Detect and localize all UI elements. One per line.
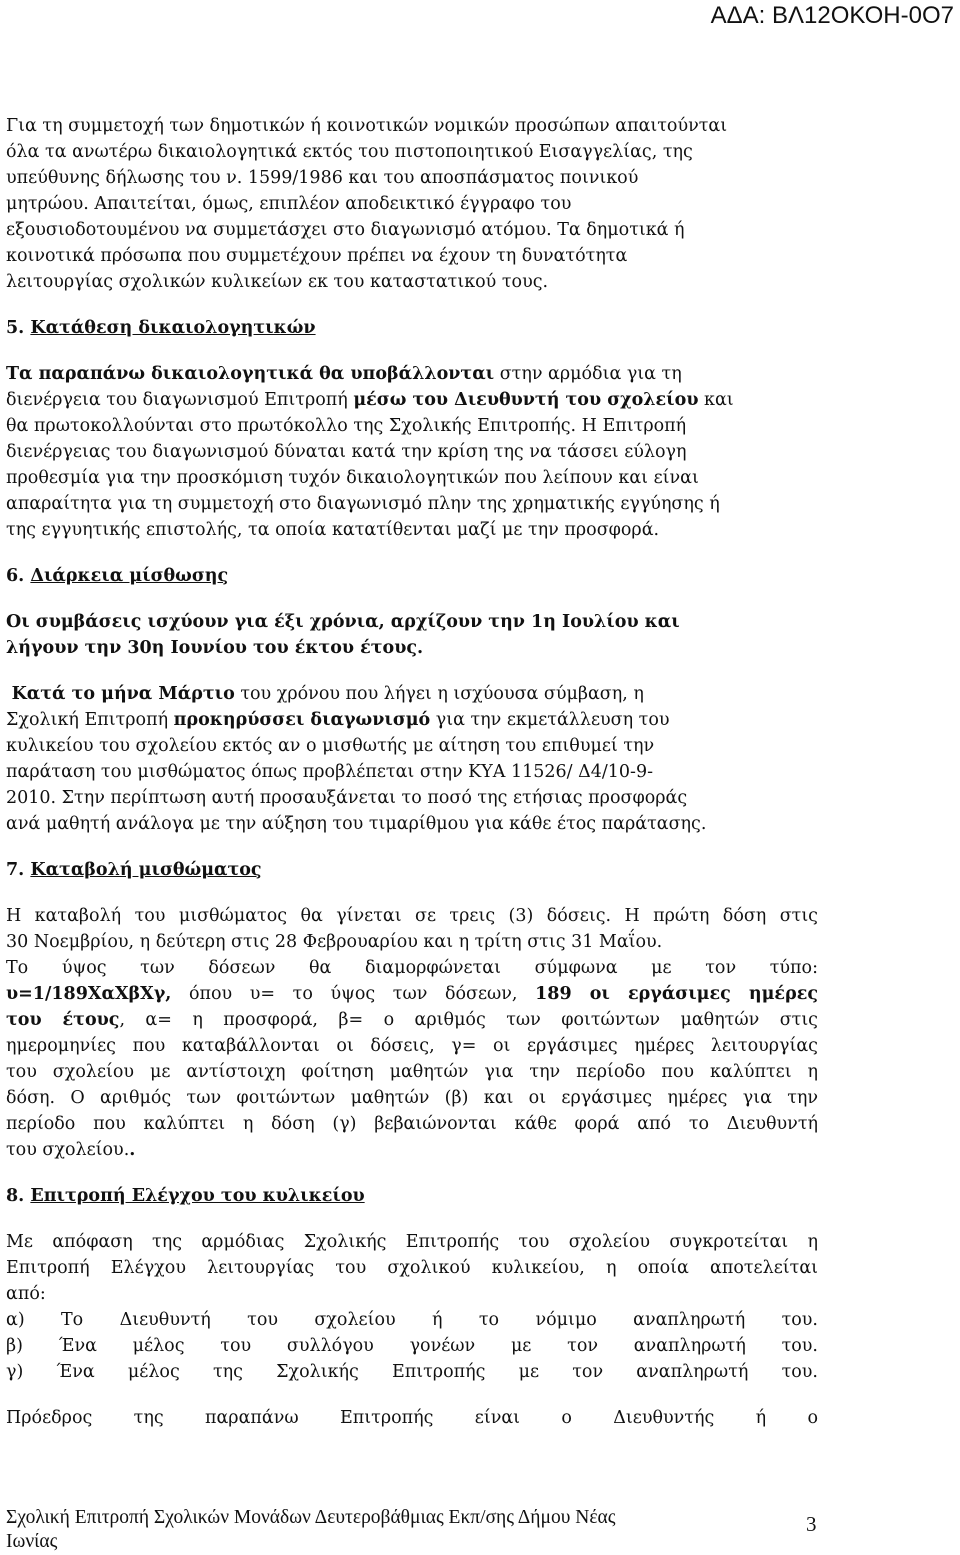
text-line — [6, 1007, 818, 1033]
section-number: 8. — [6, 1186, 25, 1206]
text-line: εξουσιοδοτουμένου να συμμετάσχει στο διαγωνισμό ατόμου. Τα δημοτικά ή — [6, 220, 685, 240]
document-body — [6, 113, 818, 1431]
page-number: 3 — [806, 1512, 817, 1536]
section-5-heading — [6, 315, 818, 341]
text-line: Το ύψος των δόσεων θα διαμορφώνεται σύμφωνα με τον τύπο: — [6, 958, 818, 978]
formula: υ=1/189ΧαΧβΧγ, — [6, 984, 172, 1004]
text-line: Η καταβολή του μισθώματος θα γίνεται σε τρεις (3) δόσεις. Η πρώτη δόση στις — [6, 906, 818, 926]
section-title: Επιτροπή Ελέγχου του κυλικείου — [30, 1186, 365, 1206]
text-span: του σχολείου. — [6, 1140, 130, 1160]
text-line: δόση. Ο αριθμός των φοιτώντων μαθητών (β) και οι εργάσιμες ημέρες για την — [6, 1088, 818, 1108]
text-line: Για τη συμμετοχή των δημοτικών ή κοινοτικών νομικών προσώπων απαιτούνται — [6, 116, 728, 136]
text-span: Σχολική Επιτροπή — [6, 710, 174, 730]
text-line — [6, 681, 818, 707]
bold-text: Τα παραπάνω δικαιολογητικά θα υποβάλλονται — [6, 364, 495, 384]
bold-text: . — [129, 1140, 136, 1160]
text-line: της εγγυητικής επιστολής, τα οποία κατατίθενται μαζί με την προσφορά. — [6, 520, 660, 540]
text-span: , α= η προσφορά, β= ο αριθμός των φοιτώντων μαθητών στις — [119, 1010, 818, 1030]
section-6-duration — [6, 609, 818, 661]
section-number: 6. — [6, 566, 25, 586]
text-line: μητρώου. Απαιτείται, όμως, επιπλέον αποδεικτικό έγγραφο του — [6, 194, 572, 214]
text-line — [6, 361, 818, 387]
text-line: Οι συμβάσεις ισχύουν για έξι χρόνια, αρχίζουν την 1η Ιουλίου και — [6, 612, 680, 632]
section-title: Διάρκεια μίσθωσης — [30, 566, 229, 586]
text-line — [6, 1137, 818, 1163]
text-span: για την εκμετάλλευση του — [430, 710, 670, 730]
text-line — [6, 387, 818, 413]
section-6-body — [6, 681, 818, 837]
bold-text: προκηρύσσει διαγωνισμό — [173, 710, 431, 730]
text-line: Με απόφαση της αρμόδιας Σχολικής Επιτροπής του σχολείου συγκροτείται η — [6, 1232, 818, 1252]
text-line: κοινοτικά πρόσωπα που συμμετέχουν πρέπει να έχουν τη δυνατότητα — [6, 246, 628, 266]
bold-text: 189 οι εργάσιμες ημέρες — [535, 984, 818, 1004]
text-line: ανά μαθητή ανάλογα με την αύξηση του τιμαρίθμου για κάθε έτος παράτασης. — [6, 814, 707, 834]
page-footer — [6, 1506, 826, 1554]
text-line: προθεσμία για την προσκόμιση τυχόν δικαιολογητικών που λείπουν και είναι — [6, 468, 699, 488]
bold-text: μέσω του Διευθυντή του σχολείου — [353, 390, 699, 410]
section-7-body — [6, 903, 818, 1163]
text-line: περίοδο που καλύπτει η δόση (γ) βεβαιώνονται κάθε φορά από το Διευθυντή — [6, 1114, 818, 1134]
text-line: από: — [6, 1284, 46, 1304]
list-item: β) Ένα μέλος του συλλόγου γονέων με τον αναπληρωτή του. — [6, 1336, 818, 1356]
section-5-body — [6, 361, 818, 543]
text-span: στην αρμόδια για τη — [494, 364, 682, 384]
footer-line: Ιωνίας — [6, 1531, 58, 1552]
text-line: όλα τα ανωτέρω δικαιολογητικά εκτός του πιστοποιητικού Εισαγγελίας, της — [6, 142, 693, 162]
text-line: 2010. Στην περίπτωση αυτή προσαυξάνεται το ποσό της ετήσιας προσφοράς — [6, 788, 688, 808]
text-line: θα πρωτοκολλούνται στο πρωτόκολλο της Σχολικής Επιτροπής. Η Επιτροπή — [6, 416, 687, 436]
text-line — [6, 981, 818, 1007]
section-8-body — [6, 1229, 818, 1385]
text-line: Επιτροπή Ελέγχου λειτουργίας του σχολικού κυλικείου, η οποία αποτελείται — [6, 1258, 818, 1278]
section-title: Κατάθεση δικαιολογητικών — [30, 318, 316, 338]
list-item: γ) Ένα μέλος της Σχολικής Επιτροπής με τον αναπληρωτή του. — [6, 1362, 818, 1382]
footer-line: Σχολική Επιτροπή Σχολικών Μονάδων Δευτεροβάθμιας Εκπ/σης Δήμου Νέας — [6, 1507, 616, 1528]
bold-text: Κατά το μήνα Μάρτιο — [11, 684, 235, 704]
text-line: υπεύθυνης δήλωσης του ν. 1599/1986 και του αποσπάσματος ποινικού — [6, 168, 639, 188]
text-line: ημερομηνίες που καταβάλλονται οι δόσεις, γ= οι εργάσιμες ημέρες λειτουργίας — [6, 1036, 818, 1056]
text-line: λήγουν την 30η Ιουνίου του έκτου έτους. — [6, 638, 424, 658]
text-line: 30 Νοεμβρίου, η δεύτερη στις 28 Φεβρουαρίου και η τρίτη στις 31 Μαΐου. — [6, 932, 663, 952]
section-6-heading — [6, 563, 818, 589]
section-number: 7. — [6, 860, 25, 880]
text-span: του χρόνου που λήγει η ισχύουσα σύμβαση, η — [234, 684, 644, 704]
text-line: του σχολείου με αντίστοιχη φοίτηση μαθητών για την περίοδο που καλύπτει η — [6, 1062, 818, 1082]
text-line: κυλικείου του σχολείου εκτός αν ο μισθωτής με αίτηση του επιθυμεί την — [6, 736, 655, 756]
text-span: όπου υ= το ύψος των δόσεων, — [171, 984, 536, 1004]
text-line: απαραίτητα για τη συμμετοχή στο διαγωνισμό πλην της χρηματικής εγγύησης ή — [6, 494, 720, 514]
section-8-heading — [6, 1183, 818, 1209]
ada-code: ΑΔΑ: ΒΛ12ΟΚΟΗ-0Ο7 — [710, 2, 954, 29]
section-7-heading — [6, 857, 818, 883]
text-span: και — [698, 390, 734, 410]
text-line: διενέργειας του διαγωνισμού δύναται κατά την κρίση της να τάσσει εύλογη — [6, 442, 687, 462]
text-line: λειτουργίας σχολικών κυλικείων εκ του καταστατικού τους. — [6, 272, 549, 292]
bold-text: του έτους — [6, 1010, 120, 1030]
section-title: Καταβολή μισθώματος — [30, 860, 262, 880]
intro-paragraph — [6, 113, 818, 295]
text-line: παράταση του μισθώματος όπως προβλέπεται στην ΚΥΑ 11526/ Δ4/10-9- — [6, 762, 654, 782]
text-span: διενέργεια του διαγωνισμού Επιτροπή — [6, 390, 354, 410]
list-item: α) Το Διευθυντή του σχολείου ή το νόμιμο αναπληρωτή του. — [6, 1310, 818, 1330]
text-line — [6, 707, 818, 733]
section-number: 5. — [6, 318, 25, 338]
text-line: Πρόεδρος της παραπάνω Επιτροπής είναι ο Διευθυντής ή ο — [6, 1408, 818, 1428]
